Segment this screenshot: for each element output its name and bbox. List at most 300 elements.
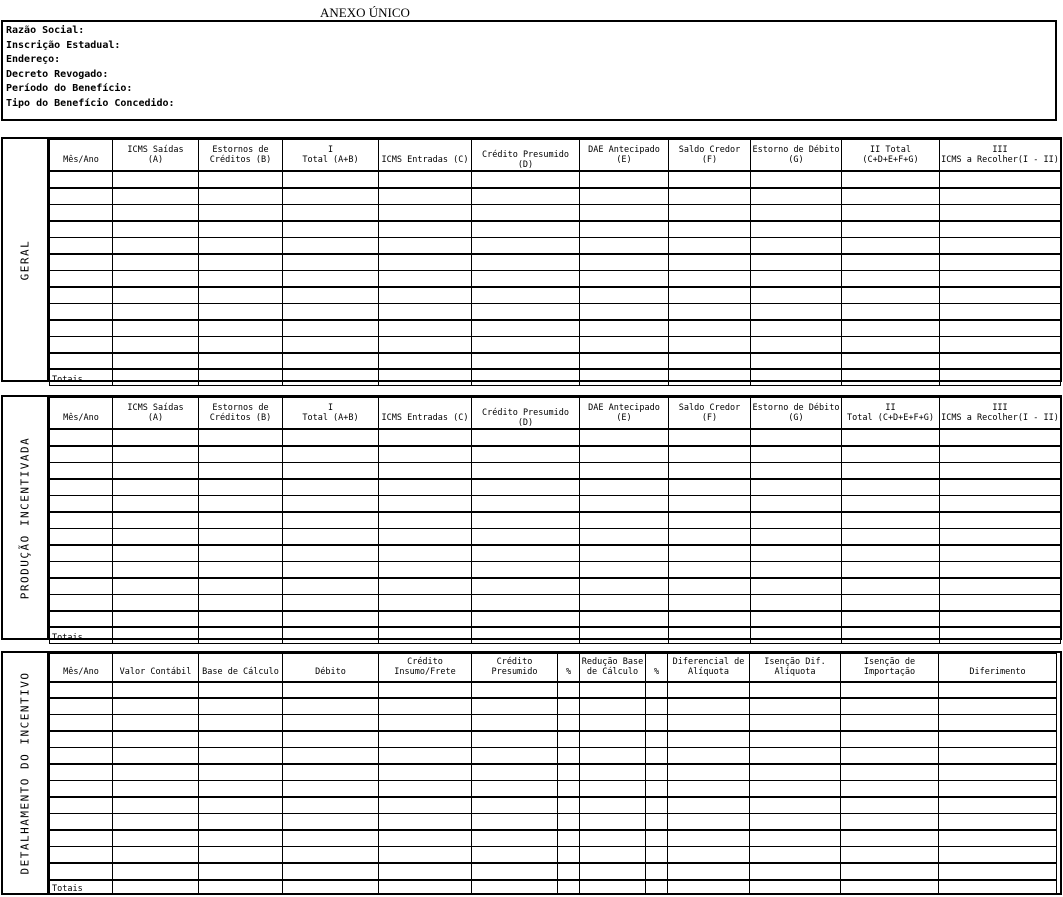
table-cell[interactable] [113, 731, 199, 748]
table-cell[interactable] [283, 578, 379, 595]
table-cell[interactable] [940, 237, 1061, 254]
table-cell[interactable] [50, 446, 113, 463]
totals-cell[interactable] [379, 880, 472, 895]
table-cell[interactable] [558, 748, 580, 765]
table-cell[interactable] [283, 270, 379, 287]
table-cell[interactable] [199, 303, 283, 320]
table-cell[interactable] [113, 353, 199, 370]
table-cell[interactable] [379, 270, 472, 287]
table-cell[interactable] [199, 731, 283, 748]
table-cell[interactable] [580, 171, 669, 188]
table-cell[interactable] [472, 731, 558, 748]
table-cell[interactable] [580, 429, 669, 446]
table-cell[interactable] [50, 495, 113, 512]
table-cell[interactable] [50, 429, 113, 446]
table-cell[interactable] [379, 303, 472, 320]
table-cell[interactable] [940, 303, 1061, 320]
table-cell[interactable] [199, 495, 283, 512]
table-cell[interactable] [668, 863, 750, 880]
table-cell[interactable] [113, 797, 199, 814]
table-cell[interactable] [50, 545, 113, 562]
table-cell[interactable] [751, 303, 842, 320]
table-cell[interactable] [751, 611, 842, 628]
table-cell[interactable] [580, 781, 646, 798]
table-cell[interactable] [669, 611, 751, 628]
table-cell[interactable] [580, 764, 646, 781]
table-cell[interactable] [50, 221, 113, 238]
table-cell[interactable] [751, 353, 842, 370]
table-cell[interactable] [379, 221, 472, 238]
table-cell[interactable] [940, 320, 1061, 337]
table-cell[interactable] [50, 797, 113, 814]
table-cell[interactable] [199, 287, 283, 304]
table-cell[interactable] [940, 545, 1061, 562]
table-cell[interactable] [841, 814, 939, 831]
table-cell[interactable] [379, 545, 472, 562]
table-cell[interactable] [580, 682, 646, 699]
table-cell[interactable] [50, 764, 113, 781]
table-cell[interactable] [842, 578, 940, 595]
table-cell[interactable] [750, 863, 841, 880]
table-cell[interactable] [669, 237, 751, 254]
table-cell[interactable] [669, 578, 751, 595]
table-cell[interactable] [113, 682, 199, 699]
table-cell[interactable] [199, 479, 283, 496]
table-cell[interactable] [580, 698, 646, 715]
table-cell[interactable] [113, 221, 199, 238]
table-cell[interactable] [646, 863, 668, 880]
table-cell[interactable] [472, 682, 558, 699]
totals-cell[interactable] [669, 369, 751, 385]
table-cell[interactable] [50, 847, 113, 864]
table-cell[interactable] [283, 781, 379, 798]
table-cell[interactable] [669, 188, 751, 205]
table-cell[interactable] [558, 830, 580, 847]
totals-cell[interactable] [113, 880, 199, 895]
table-cell[interactable] [842, 287, 940, 304]
table-cell[interactable] [580, 254, 669, 271]
table-cell[interactable] [113, 171, 199, 188]
table-cell[interactable] [669, 545, 751, 562]
table-cell[interactable] [940, 594, 1061, 611]
table-cell[interactable] [283, 830, 379, 847]
table-cell[interactable] [558, 698, 580, 715]
table-cell[interactable] [199, 221, 283, 238]
table-cell[interactable] [199, 254, 283, 271]
table-cell[interactable] [841, 764, 939, 781]
table-cell[interactable] [379, 336, 472, 353]
table-cell[interactable] [751, 171, 842, 188]
table-cell[interactable] [750, 830, 841, 847]
table-cell[interactable] [113, 303, 199, 320]
table-cell[interactable] [842, 528, 940, 545]
table-cell[interactable] [379, 254, 472, 271]
table-cell[interactable] [472, 561, 580, 578]
table-cell[interactable] [113, 287, 199, 304]
table-cell[interactable] [939, 847, 1057, 864]
table-cell[interactable] [668, 830, 750, 847]
table-cell[interactable] [751, 188, 842, 205]
table-cell[interactable] [113, 495, 199, 512]
table-cell[interactable] [113, 611, 199, 628]
totals-cell[interactable] [669, 627, 751, 643]
table-cell[interactable] [50, 578, 113, 595]
table-cell[interactable] [199, 594, 283, 611]
table-cell[interactable] [379, 814, 472, 831]
table-cell[interactable] [751, 287, 842, 304]
table-cell[interactable] [113, 715, 199, 732]
table-cell[interactable] [939, 715, 1057, 732]
table-cell[interactable] [472, 830, 558, 847]
totals-cell[interactable] [842, 369, 940, 385]
table-cell[interactable] [113, 204, 199, 221]
table-cell[interactable] [50, 863, 113, 880]
table-cell[interactable] [668, 797, 750, 814]
table-cell[interactable] [646, 764, 668, 781]
table-cell[interactable] [113, 336, 199, 353]
table-cell[interactable] [472, 495, 580, 512]
table-cell[interactable] [580, 353, 669, 370]
table-cell[interactable] [580, 863, 646, 880]
table-cell[interactable] [842, 495, 940, 512]
table-cell[interactable] [940, 221, 1061, 238]
totals-cell[interactable] [283, 627, 379, 643]
table-cell[interactable] [842, 270, 940, 287]
table-cell[interactable] [940, 204, 1061, 221]
table-cell[interactable] [113, 698, 199, 715]
table-cell[interactable] [283, 287, 379, 304]
table-cell[interactable] [283, 303, 379, 320]
table-cell[interactable] [751, 336, 842, 353]
table-cell[interactable] [841, 847, 939, 864]
table-cell[interactable] [580, 270, 669, 287]
table-cell[interactable] [669, 204, 751, 221]
table-cell[interactable] [199, 270, 283, 287]
totals-cell[interactable] [472, 880, 558, 895]
table-cell[interactable] [669, 429, 751, 446]
table-cell[interactable] [939, 814, 1057, 831]
table-cell[interactable] [283, 512, 379, 529]
table-cell[interactable] [580, 462, 669, 479]
table-cell[interactable] [379, 512, 472, 529]
table-cell[interactable] [580, 320, 669, 337]
table-cell[interactable] [842, 462, 940, 479]
table-cell[interactable] [940, 429, 1061, 446]
table-cell[interactable] [199, 847, 283, 864]
table-cell[interactable] [841, 863, 939, 880]
table-cell[interactable] [50, 561, 113, 578]
table-cell[interactable] [113, 578, 199, 595]
table-cell[interactable] [379, 764, 472, 781]
table-cell[interactable] [113, 270, 199, 287]
table-cell[interactable] [669, 320, 751, 337]
table-cell[interactable] [580, 336, 669, 353]
table-cell[interactable] [841, 797, 939, 814]
table-cell[interactable] [646, 781, 668, 798]
table-cell[interactable] [199, 462, 283, 479]
table-cell[interactable] [113, 561, 199, 578]
table-cell[interactable] [668, 698, 750, 715]
table-cell[interactable] [669, 561, 751, 578]
table-cell[interactable] [283, 479, 379, 496]
table-cell[interactable] [940, 561, 1061, 578]
table-cell[interactable] [379, 781, 472, 798]
table-cell[interactable] [199, 320, 283, 337]
table-cell[interactable] [939, 830, 1057, 847]
table-cell[interactable] [199, 204, 283, 221]
table-cell[interactable] [472, 429, 580, 446]
table-cell[interactable] [379, 797, 472, 814]
table-cell[interactable] [842, 545, 940, 562]
totals-cell[interactable] [199, 627, 283, 643]
table-cell[interactable] [113, 188, 199, 205]
table-cell[interactable] [472, 353, 580, 370]
table-cell[interactable] [646, 748, 668, 765]
table-cell[interactable] [669, 303, 751, 320]
table-cell[interactable] [113, 781, 199, 798]
table-cell[interactable] [379, 682, 472, 699]
table-cell[interactable] [751, 594, 842, 611]
table-cell[interactable] [472, 320, 580, 337]
totals-cell[interactable] [580, 880, 646, 895]
table-cell[interactable] [50, 320, 113, 337]
table-cell[interactable] [472, 462, 580, 479]
table-cell[interactable] [283, 462, 379, 479]
table-cell[interactable] [580, 847, 646, 864]
table-cell[interactable] [113, 512, 199, 529]
table-cell[interactable] [113, 748, 199, 765]
table-cell[interactable] [842, 512, 940, 529]
table-cell[interactable] [842, 429, 940, 446]
table-cell[interactable] [199, 830, 283, 847]
table-cell[interactable] [199, 171, 283, 188]
table-cell[interactable] [646, 731, 668, 748]
table-cell[interactable] [199, 353, 283, 370]
table-cell[interactable] [841, 781, 939, 798]
table-cell[interactable] [199, 336, 283, 353]
table-cell[interactable] [379, 287, 472, 304]
table-cell[interactable] [50, 594, 113, 611]
table-cell[interactable] [379, 204, 472, 221]
table-cell[interactable] [751, 578, 842, 595]
table-cell[interactable] [940, 512, 1061, 529]
table-cell[interactable] [669, 462, 751, 479]
totals-cell[interactable] [113, 627, 199, 643]
table-cell[interactable] [841, 698, 939, 715]
table-cell[interactable] [199, 797, 283, 814]
table-cell[interactable] [199, 237, 283, 254]
table-cell[interactable] [751, 429, 842, 446]
totals-cell[interactable] [940, 369, 1061, 385]
table-cell[interactable] [842, 254, 940, 271]
table-cell[interactable] [646, 715, 668, 732]
table-cell[interactable] [842, 446, 940, 463]
table-cell[interactable] [472, 171, 580, 188]
table-cell[interactable] [283, 204, 379, 221]
table-cell[interactable] [379, 237, 472, 254]
table-cell[interactable] [283, 495, 379, 512]
table-cell[interactable] [750, 797, 841, 814]
table-cell[interactable] [113, 320, 199, 337]
table-cell[interactable] [472, 594, 580, 611]
table-cell[interactable] [750, 715, 841, 732]
table-cell[interactable] [668, 847, 750, 864]
table-cell[interactable] [669, 528, 751, 545]
table-cell[interactable] [751, 545, 842, 562]
table-cell[interactable] [113, 446, 199, 463]
totals-cell[interactable] [668, 880, 750, 895]
table-cell[interactable] [50, 731, 113, 748]
table-cell[interactable] [668, 781, 750, 798]
totals-cell[interactable] [751, 627, 842, 643]
table-cell[interactable] [50, 682, 113, 699]
table-cell[interactable] [472, 479, 580, 496]
table-cell[interactable] [283, 188, 379, 205]
table-cell[interactable] [558, 764, 580, 781]
table-cell[interactable] [283, 446, 379, 463]
table-cell[interactable] [646, 682, 668, 699]
table-cell[interactable] [580, 578, 669, 595]
table-cell[interactable] [50, 254, 113, 271]
table-cell[interactable] [472, 446, 580, 463]
table-cell[interactable] [472, 336, 580, 353]
table-cell[interactable] [283, 353, 379, 370]
table-cell[interactable] [379, 561, 472, 578]
table-cell[interactable] [283, 254, 379, 271]
table-cell[interactable] [669, 270, 751, 287]
table-cell[interactable] [580, 204, 669, 221]
table-cell[interactable] [750, 814, 841, 831]
table-cell[interactable] [558, 797, 580, 814]
table-cell[interactable] [283, 715, 379, 732]
table-cell[interactable] [199, 863, 283, 880]
totals-cell[interactable] [841, 880, 939, 895]
table-cell[interactable] [472, 781, 558, 798]
table-cell[interactable] [113, 254, 199, 271]
table-cell[interactable] [283, 748, 379, 765]
table-cell[interactable] [199, 611, 283, 628]
table-cell[interactable] [113, 462, 199, 479]
table-cell[interactable] [558, 847, 580, 864]
table-cell[interactable] [472, 237, 580, 254]
table-cell[interactable] [751, 221, 842, 238]
table-cell[interactable] [750, 781, 841, 798]
table-cell[interactable] [50, 830, 113, 847]
table-cell[interactable] [379, 578, 472, 595]
table-cell[interactable] [842, 204, 940, 221]
table-cell[interactable] [939, 781, 1057, 798]
table-cell[interactable] [472, 698, 558, 715]
table-cell[interactable] [751, 446, 842, 463]
table-cell[interactable] [113, 764, 199, 781]
table-cell[interactable] [940, 479, 1061, 496]
table-cell[interactable] [199, 715, 283, 732]
table-cell[interactable] [379, 495, 472, 512]
table-cell[interactable] [472, 528, 580, 545]
table-cell[interactable] [472, 204, 580, 221]
totals-cell[interactable] [283, 880, 379, 895]
table-cell[interactable] [558, 781, 580, 798]
table-cell[interactable] [379, 863, 472, 880]
table-cell[interactable] [199, 698, 283, 715]
table-cell[interactable] [669, 254, 751, 271]
table-cell[interactable] [50, 814, 113, 831]
totals-cell[interactable] [646, 880, 668, 895]
table-cell[interactable] [283, 814, 379, 831]
table-cell[interactable] [842, 611, 940, 628]
table-cell[interactable] [842, 221, 940, 238]
totals-cell[interactable] [283, 369, 379, 385]
table-cell[interactable] [939, 797, 1057, 814]
table-cell[interactable] [751, 270, 842, 287]
table-cell[interactable] [750, 682, 841, 699]
table-cell[interactable] [940, 270, 1061, 287]
table-cell[interactable] [751, 561, 842, 578]
table-cell[interactable] [580, 287, 669, 304]
table-cell[interactable] [199, 814, 283, 831]
table-cell[interactable] [841, 715, 939, 732]
table-cell[interactable] [842, 237, 940, 254]
table-cell[interactable] [940, 287, 1061, 304]
table-cell[interactable] [940, 353, 1061, 370]
table-cell[interactable] [199, 188, 283, 205]
table-cell[interactable] [751, 237, 842, 254]
table-cell[interactable] [842, 561, 940, 578]
table-cell[interactable] [940, 578, 1061, 595]
table-cell[interactable] [669, 479, 751, 496]
table-cell[interactable] [113, 863, 199, 880]
table-cell[interactable] [379, 594, 472, 611]
table-cell[interactable] [668, 748, 750, 765]
table-cell[interactable] [580, 594, 669, 611]
table-cell[interactable] [939, 682, 1057, 699]
table-cell[interactable] [283, 320, 379, 337]
table-cell[interactable] [50, 270, 113, 287]
table-cell[interactable] [940, 188, 1061, 205]
table-cell[interactable] [472, 748, 558, 765]
table-cell[interactable] [580, 237, 669, 254]
table-cell[interactable] [939, 863, 1057, 880]
table-cell[interactable] [472, 270, 580, 287]
table-cell[interactable] [668, 715, 750, 732]
table-cell[interactable] [283, 847, 379, 864]
table-cell[interactable] [379, 528, 472, 545]
table-cell[interactable] [113, 237, 199, 254]
table-cell[interactable] [580, 611, 669, 628]
table-cell[interactable] [841, 682, 939, 699]
table-cell[interactable] [580, 446, 669, 463]
table-cell[interactable] [379, 446, 472, 463]
table-cell[interactable] [940, 495, 1061, 512]
table-cell[interactable] [842, 303, 940, 320]
table-cell[interactable] [580, 814, 646, 831]
table-cell[interactable] [379, 353, 472, 370]
totals-cell[interactable] [199, 369, 283, 385]
table-cell[interactable] [750, 748, 841, 765]
table-cell[interactable] [750, 731, 841, 748]
totals-cell[interactable] [379, 369, 472, 385]
table-cell[interactable] [199, 764, 283, 781]
table-cell[interactable] [580, 512, 669, 529]
table-cell[interactable] [283, 171, 379, 188]
table-cell[interactable] [751, 320, 842, 337]
table-cell[interactable] [379, 715, 472, 732]
table-cell[interactable] [646, 814, 668, 831]
table-cell[interactable] [940, 336, 1061, 353]
table-cell[interactable] [750, 847, 841, 864]
totals-cell[interactable] [940, 627, 1061, 643]
table-cell[interactable] [750, 698, 841, 715]
